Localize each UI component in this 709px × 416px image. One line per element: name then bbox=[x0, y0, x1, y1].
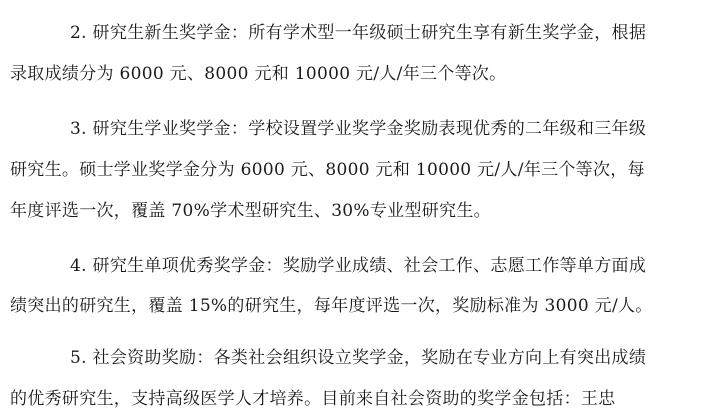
paragraph-line: 绩突出的研究生，覆盖 15%的研究生，每年度评选一次，奖励标准为 3000 元/人。 bbox=[10, 296, 653, 316]
paragraph-line: 年度评选一次，覆盖 70%学术型研究生、30%专业型研究生。 bbox=[10, 201, 491, 221]
paragraph-line: 2. 研究生新生奖学金：所有学术型一年级硕士研究生享有新生奖学金，根据 bbox=[70, 23, 647, 43]
paragraph-line: 录取成绩分为 6000 元、8000 元和 10000 元/人/年三个等次。 bbox=[10, 64, 507, 84]
paragraph-line: 的优秀研究生，支持高级医学人才培养。目前来自社会资助的奖学金包括：王忠 bbox=[10, 389, 616, 409]
paragraph-line: 3. 研究生学业奖学金：学校设置学业奖学金奖励表现优秀的二年级和三年级 bbox=[70, 119, 647, 139]
paragraph-line: 4. 研究生单项优秀奖学金：奖励学业成绩、社会工作、志愿工作等单方面成 bbox=[70, 256, 647, 276]
paragraph-line: 5. 社会资助奖励：各类社会组织设立奖学金，奖励在专业方向上有突出成绩 bbox=[70, 348, 647, 368]
paragraph-line: 研究生。硕士学业奖学金分为 6000 元、8000 元和 10000 元/人/年三个等次，每 bbox=[10, 160, 645, 180]
